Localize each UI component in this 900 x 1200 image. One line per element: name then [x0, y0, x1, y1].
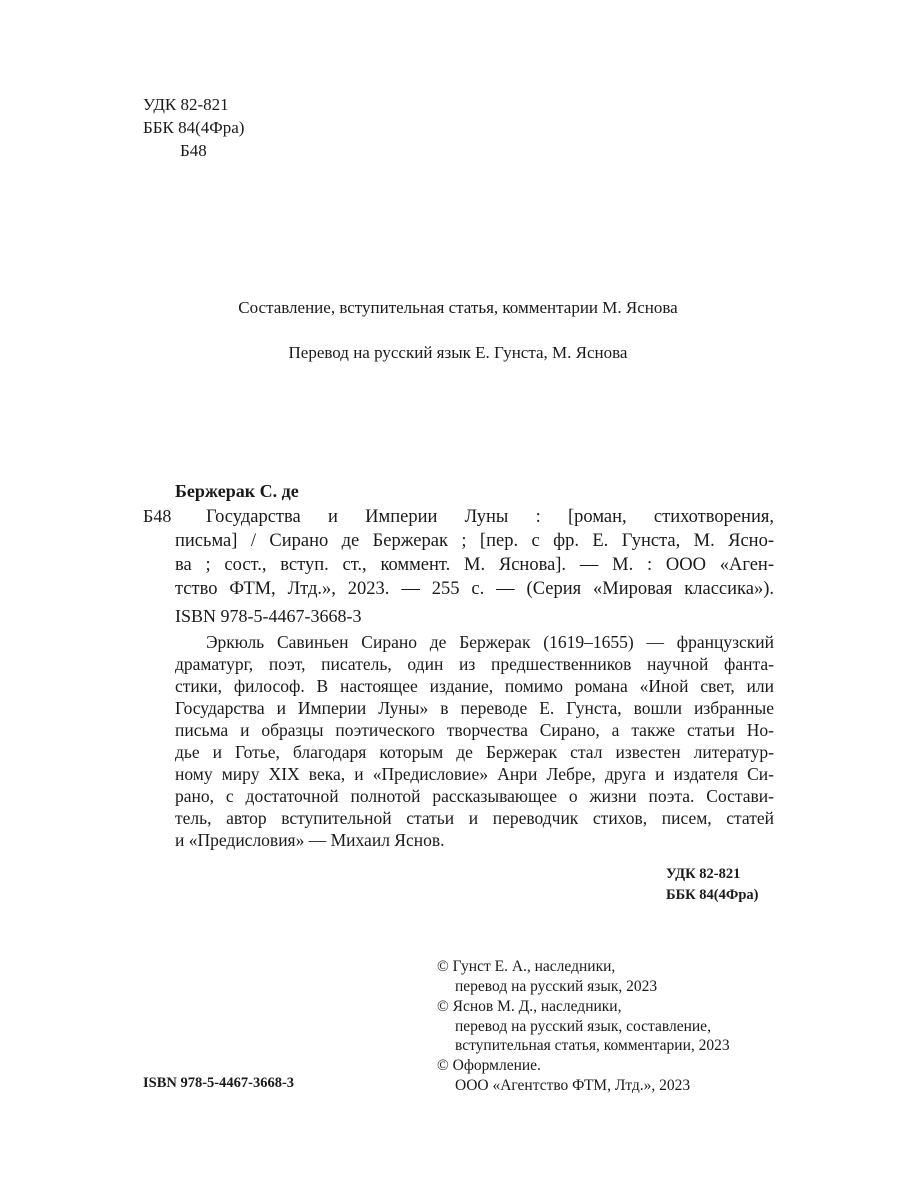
bbk-code-bottom: ББК 84(4Фра) — [666, 887, 759, 903]
abstract-line-7: ному миру XIX века, и «Предисловие» Анри Лебре, друга и издателя Си- — [175, 764, 774, 784]
compilation-credit: Составление, вступительная статья, комментарии М. Яснова — [238, 298, 678, 317]
copyright-line-5: вступительная статья, комментарии, 2023 — [455, 1037, 730, 1054]
abstract-line-8: рано, с достаточной полнотой рассказывающее о жизни поэта. Состави- — [175, 786, 774, 806]
copyright-line-3: © Яснов М. Д., наследники, — [437, 998, 622, 1015]
udk-code-top: УДК 82-821 — [143, 95, 229, 114]
abstract-line-4: Государства и Империи Луны» в переводе Е. Гунста, вошли избранные — [175, 698, 774, 718]
abstract-line-9: тель, автор вступительной статьи и переводчик стихов, писем, статей — [175, 808, 774, 828]
copyright-line-2: перевод на русский язык, 2023 — [455, 978, 658, 995]
abstract-line-1: Эркюль Савиньен Сирано де Бержерак (1619–1655) — французский — [206, 632, 774, 652]
copyright-line-4: перевод на русский язык, составление, — [455, 1018, 711, 1035]
card-isbn: ISBN 978-5-4467-3668-3 — [175, 606, 362, 626]
card-line-4: тство ФТМ, Лтд.», 2023. — 255 с. — (Серия «Мировая классика»). — [175, 579, 774, 599]
card-line-2: письма] / Сирано де Бержерак ; [пер. с фр. Е. Гунста, М. Ясно- — [175, 531, 774, 551]
author-mark-top: Б48 — [180, 141, 207, 160]
abstract-line-2: драматург, поэт, писатель, один из предшественников научной фанта- — [175, 654, 774, 674]
udk-code-bottom: УДК 82-821 — [666, 866, 741, 882]
abstract-line-5: письма и образцы поэтического творчества Сирано, а также статьи Но- — [175, 720, 774, 740]
copyright-line-6: © Оформление. — [437, 1057, 541, 1074]
abstract-line-10: и «Предисловия» — Михаил Яснов. — [175, 830, 445, 850]
card-line-3: ва ; сост., вступ. ст., коммент. М. Яснова]. — М. : ООО «Аген- — [175, 555, 774, 575]
bbk-code-top: ББК 84(4Фра) — [143, 118, 245, 137]
translation-credit: Перевод на русский язык Е. Гунста, М. Яснова — [288, 343, 628, 362]
copyright-line-7: ООО «Агентство ФТМ, Лтд.», 2023 — [455, 1077, 691, 1094]
card-author: Бержерак С. де — [175, 481, 299, 501]
copyright-line-1: © Гунст Е. А., наследники, — [437, 958, 616, 975]
abstract-line-6: дье и Готье, благодаря которым де Бержерак стал известен литератур- — [175, 742, 774, 762]
card-line-1: Государства и Империи Луны : [роман, стихотворения, — [206, 507, 774, 527]
isbn-bottom: ISBN 978-5-4467-3668-3 — [143, 1075, 295, 1091]
abstract-line-3: стики, философ. В настоящее издание, помимо романа «Иной свет, или — [175, 676, 774, 696]
card-code: Б48 — [143, 506, 172, 526]
